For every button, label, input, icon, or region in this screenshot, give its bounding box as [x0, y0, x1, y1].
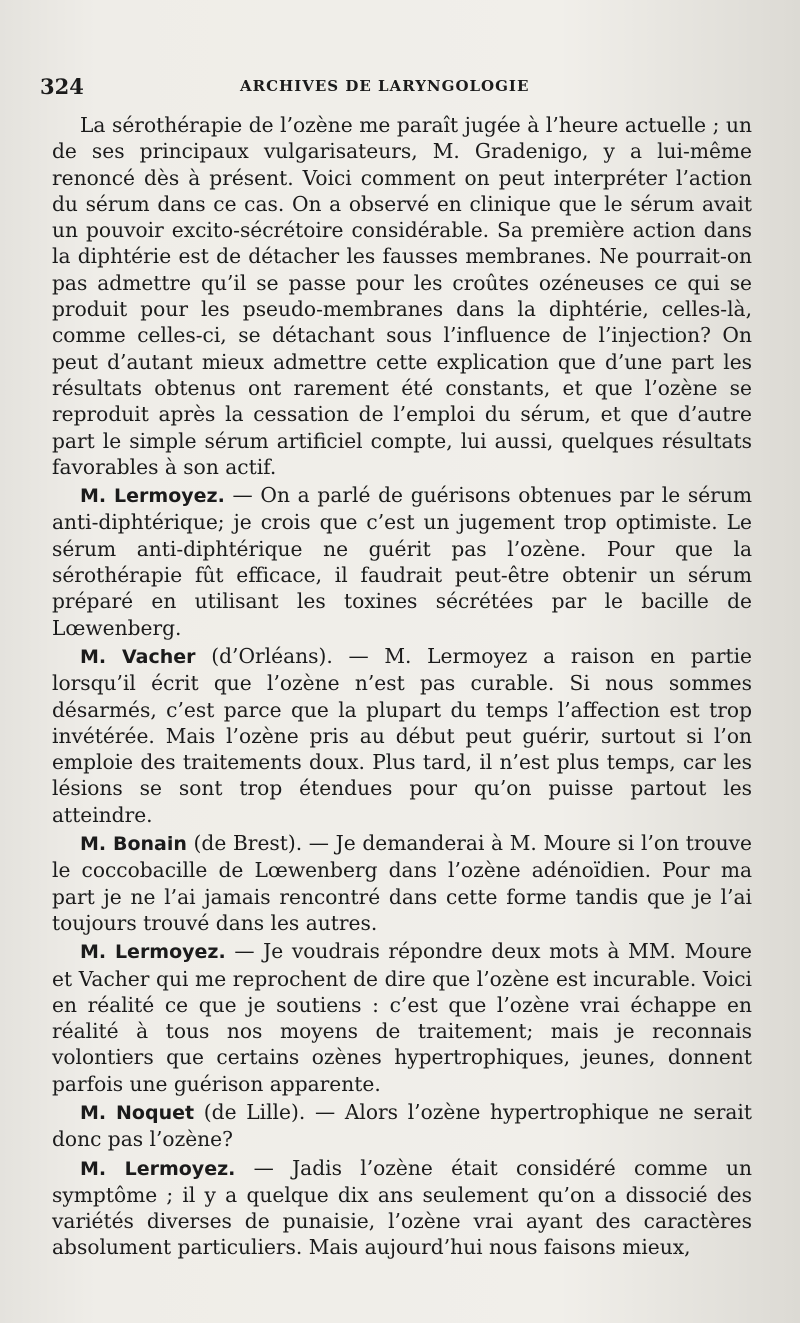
body-text: [52, 112, 752, 1261]
paragraph-text: — Je voudrais répondre deux mots à MM. Moure et Vacher qui me reprochent de dire que l’ozène est incurable. Voici en réalité ce que je soutiens : c’est que l’ozène vrai échappe en réalité à tous nos moyens de traitement; mais je reconnais volontiers que certains ozènes hypertrophiques, jeunes, donnent parfois une guérison apparente.: [52, 939, 752, 1096]
paragraph-text: (de Lille). — Alors l’ozène hypertrophique ne serait donc pas l’ozène?: [52, 1099, 752, 1152]
paragraph-bonain: [52, 830, 752, 936]
paragraph-intro: [52, 112, 752, 480]
speaker-name: M. Vacher: [80, 645, 196, 668]
speaker-name: M. Noquet: [80, 1101, 195, 1124]
paragraph-lermoyez-3: [52, 1155, 752, 1261]
running-title: ARCHIVES DE LARYNGOLOGIE: [240, 77, 530, 95]
page-number: 324: [40, 74, 84, 99]
paragraph-lermoyez-2: [52, 938, 752, 1097]
speaker-name: M. Lermoyez.: [80, 1157, 236, 1180]
paragraph-text: — On a parlé de guérisons obtenues par le sérum anti-diphtérique; je crois que c’est un jugement trop optimiste. Le sérum anti-diphtérique ne guérit pas l’ozène. Pour que la sérothérapie fût efficace, il faudrait peut-être obtenir un sérum préparé en utilisant les toxines sécrétées par le bacille de Lœwenberg.: [52, 483, 752, 640]
paragraph-text: (d’Orléans). — M. Lermoyez a raison en partie lorsqu’il écrit que l’ozène n’est pas curable. Si nous sommes désarmés, c’est parce que la plupart du temps l’affection est trop invétérée. Mais l’ozène pris au début peut guérir, surtout si l’on emploie des traitements doux. Plus tard, il n’est plus temps, car les lésions se sont trop étendues pour qu’on puisse partout les atteindre.: [52, 643, 752, 827]
paragraph-vacher: [52, 643, 752, 828]
speaker-name: M. Bonain: [80, 833, 187, 856]
paragraph-lermoyez-1: [52, 482, 752, 641]
speaker-name: M. Lermoyez.: [80, 485, 225, 508]
paragraph-text: La sérothérapie de l’ozène me paraît jugée à l’heure actuelle ; un de ses principaux vulgarisateurs, M. Gradenigo, y a lui-même renoncé dès à présent. Voici comment on peut interpréter l’action du sérum dans ce cas. On a observé en clinique que le sérum avait un pouvoir excito-sécrétoire considérable. Sa première action dans la diphtérie est de détacher les fausses membranes. Ne pourrait-on pas admettre qu’il se passe pour les croûtes ozéneuses ce qui se produit pour les pseudo-membranes dans la diphtérie, celles-là, comme celles-ci, se détachant sous l’influence de l’injection? On peut d’autant mieux admettre cette explication que d’une part les résultats obtenus ont rarement été constants, et que l’ozène se reproduit après la cessation de l’emploi du sérum, et que d’autre part le simple sérum artificiel compte, lui aussi, quelques résultats favorables à son actif.: [52, 113, 752, 479]
speaker-name: M. Lermoyez.: [80, 941, 226, 964]
paragraph-text: (de Brest). — Je demanderai à M. Moure si l’on trouve le coccobacille de Lœwenberg dans l’ozène adénoïdien. Pour ma part je ne l’ai jamais rencontré dans cette forme tandis que je l’ai toujours trouvé dans les autres.: [52, 831, 752, 935]
paragraph-text: — Jadis l’ozène était considéré comme un symptôme ; il y a quelque dix ans seulement qu’on a dissocié des variétés diverses de punaisie, l’ozène vrai ayant des caractères absolument particuliers. Mais aujourd’hui nous faisons mieux,: [52, 1155, 752, 1260]
paragraph-noquet: [52, 1099, 752, 1153]
page-header: [40, 74, 740, 100]
